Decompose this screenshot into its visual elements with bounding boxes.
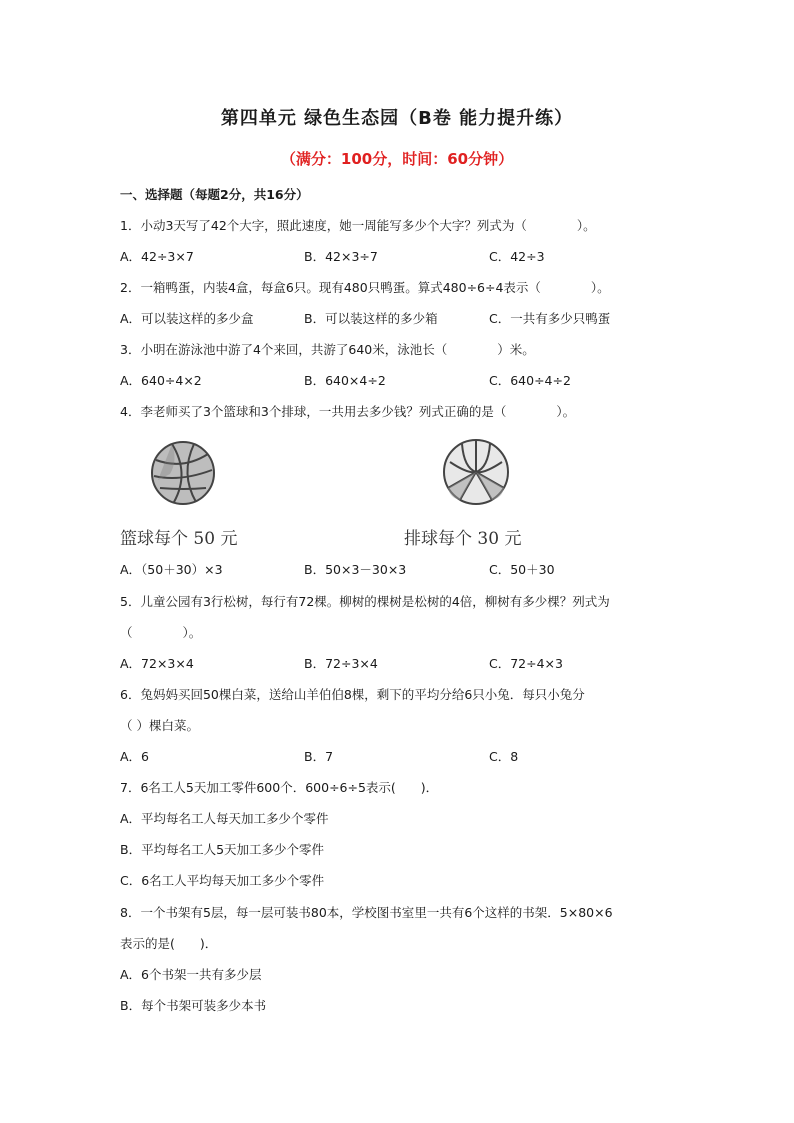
volleyball-icon: [442, 438, 510, 506]
q4-option-b: B．50×3－30×3: [304, 562, 407, 577]
question-8-continued: 表示的是( )．: [120, 936, 218, 951]
page-title: 第四单元 绿色生态园（B卷 能力提升练）: [220, 108, 574, 129]
basketball-icon: [150, 440, 216, 506]
q1-option-b: B．42×3÷7: [304, 249, 378, 264]
question-2: 2．一箱鸭蛋，内装4盒，每盒6只。现有480只鸭蛋。算式480÷6÷4表示（ ）。: [120, 280, 610, 295]
question-7: 7．6名工人5天加工零件600个．600÷6÷5表示( )．: [120, 780, 439, 795]
q6-option-a: A．6: [120, 749, 150, 764]
question-8: 8．一个书架有5层，每一层可装书80本，学校图书室里一共有6个这样的书架．5×80×6: [120, 905, 613, 920]
q2-option-b: B．可以装这样的多少箱: [304, 311, 438, 326]
question-3: 3．小明在游泳池中游了4个来回，共游了640米，泳池长（ ）米。: [120, 342, 535, 357]
question-6-continued: （ ）棵白菜。: [120, 718, 199, 733]
q3-option-c: C．640÷4÷2: [489, 373, 571, 388]
q6-option-b: B．7: [304, 749, 334, 764]
volleyball-price-caption: 排球每个 30 元: [404, 529, 522, 549]
q8-option-b: B．每个书架可装多少本书: [120, 998, 267, 1013]
q5-option-a: A．72×3×4: [120, 656, 194, 671]
q7-option-c: C．6名工人平均每天加工多少个零件: [120, 873, 325, 888]
q8-option-a: A．6个书架一共有多少层: [120, 967, 262, 982]
q3-option-a: A．640÷4×2: [120, 373, 202, 388]
q2-option-c: C．一共有多少只鸭蛋: [489, 311, 611, 326]
q5-option-b: B．72÷3×4: [304, 656, 378, 671]
question-4: 4．李老师买了3个篮球和3个排球，一共用去多少钱？列式正确的是（ ）。: [120, 404, 576, 419]
q1-option-c: C．42÷3: [489, 249, 545, 264]
q6-option-c: C．8: [489, 749, 519, 764]
q1-option-a: A．42÷3×7: [120, 249, 194, 264]
page-subtitle: （满分：100分，时间：60分钟）: [280, 150, 514, 168]
section-heading: 一、选择题（每题2分，共16分）: [120, 187, 309, 202]
q4-option-c: C．50＋30: [489, 562, 555, 577]
q7-option-a: A．平均每名工人每天加工多少个零件: [120, 811, 329, 826]
question-5: 5．儿童公园有3行松树，每行有72棵。柳树的棵树是松树的4倍，柳树有多少棵？列式为: [120, 594, 610, 609]
q4-option-a: A．（50＋30）×3: [120, 562, 223, 577]
q2-option-a: A．可以装这样的多少盒: [120, 311, 254, 326]
q7-option-b: B．平均每名工人5天加工多少个零件: [120, 842, 325, 857]
q3-option-b: B．640×4÷2: [304, 373, 386, 388]
question-6: 6．兔妈妈买回50棵白菜，送给山羊伯伯8棵，剩下的平均分给6只小兔．每只小兔分: [120, 687, 585, 702]
q5-option-c: C．72÷4×3: [489, 656, 563, 671]
question-1: 1．小动3天写了42个大字，照此速度，她一周能写多少个大字？列式为（ ）。: [120, 218, 596, 233]
question-5-continued: （ ）。: [120, 625, 202, 640]
basketball-price-caption: 篮球每个 50 元: [120, 529, 238, 549]
